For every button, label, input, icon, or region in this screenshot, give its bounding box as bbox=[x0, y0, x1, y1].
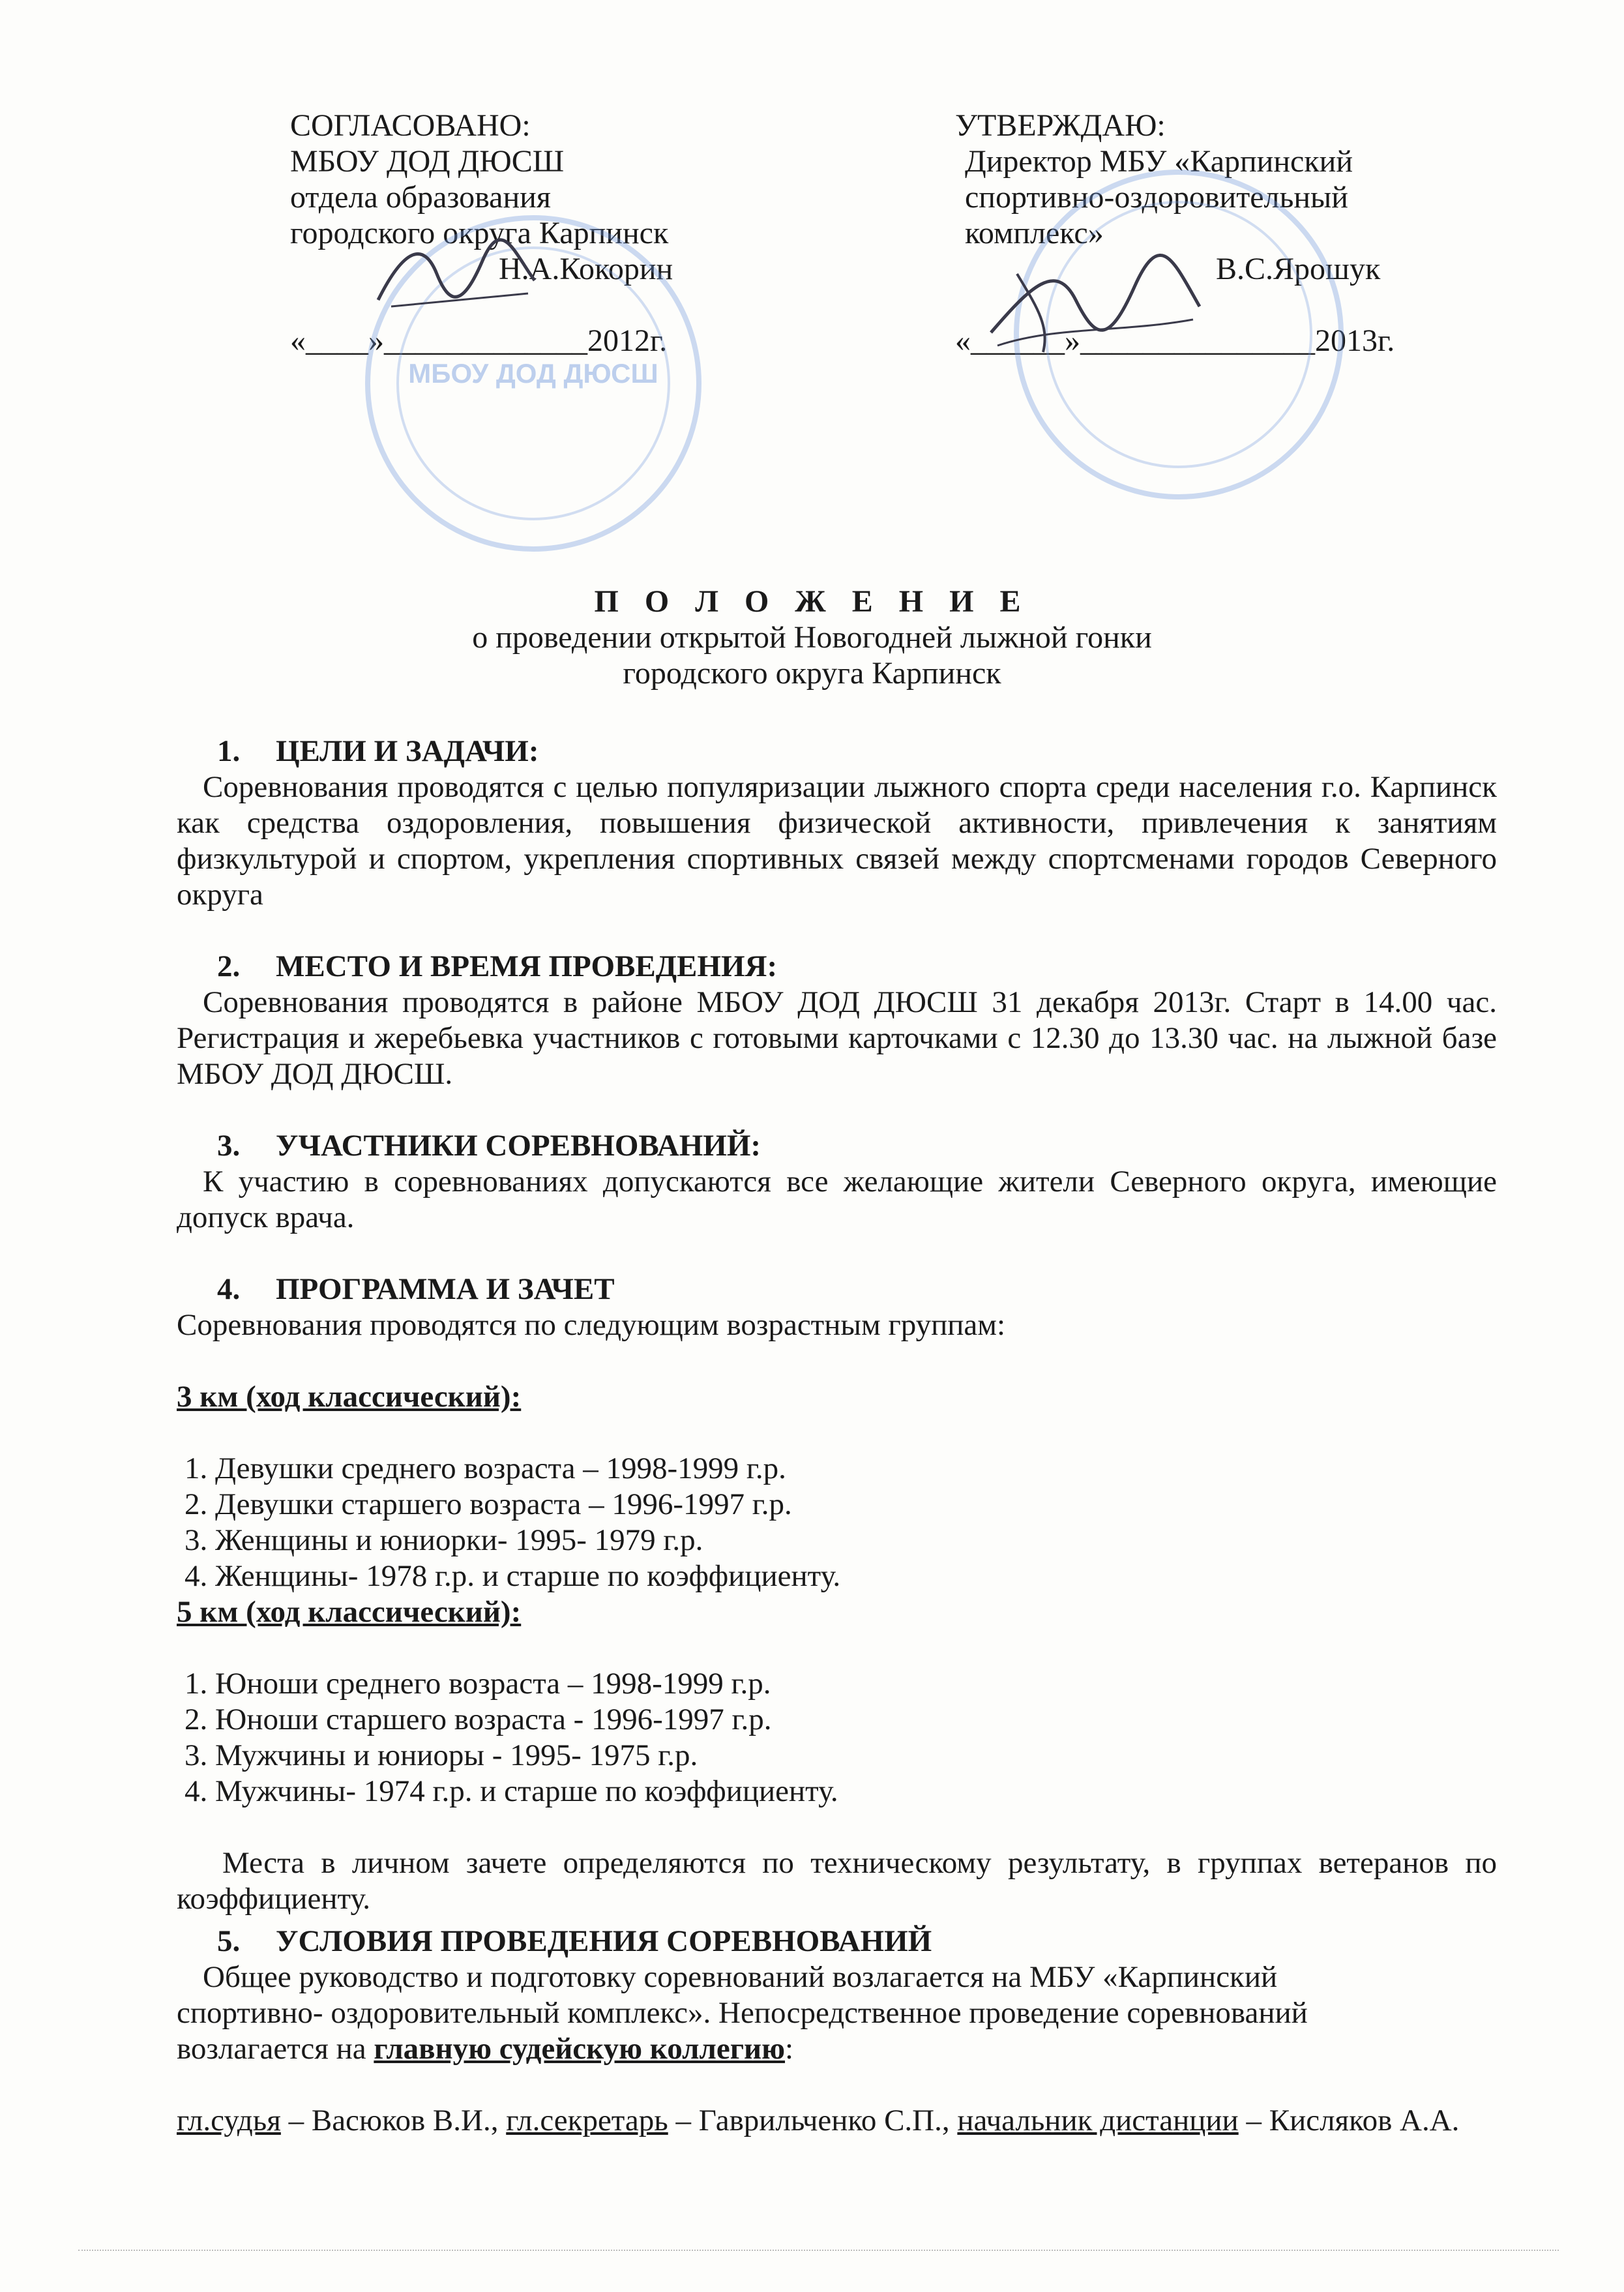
section-participants bbox=[177, 1128, 1497, 1236]
official-name: – Кисляков А.А. bbox=[1238, 2104, 1460, 2137]
judges-panel-link: главную судейскую коллегию bbox=[374, 2032, 786, 2066]
officials-line bbox=[177, 2103, 1497, 2139]
document-subtitle: о проведении открытой Новогодней лыжной гонки bbox=[472, 620, 1152, 655]
approval-left-signer: Н.А.Кокорин bbox=[499, 252, 673, 286]
scoring-note: Места в личном зачете определяются по техническому результату, в группах ветеранов по коэффициенту. bbox=[177, 1846, 1497, 1916]
section-text-end: : bbox=[785, 2032, 794, 2066]
approval-left-date: «____»_____________2012г. bbox=[290, 323, 668, 358]
list-item: 1. Юноши среднего возраста – 1998-1999 г.р. bbox=[185, 1667, 771, 1701]
list-item: 3. Мужчины и юниоры - 1995- 1975 г.р. bbox=[185, 1738, 698, 1772]
section-text bbox=[177, 1959, 1497, 2067]
document-title-block bbox=[0, 584, 1624, 691]
section-text: Соревнования проводятся в районе МБОУ ДОД ДЮСШ 31 декабря 2013г. Старт в 14.00 час. Регистрация и жеребьевка участников с готовыми карточками с 12.30 до 13.30 час. на лыжной базе МБОУ ДОД ДЮСШ. bbox=[177, 985, 1497, 1091]
section-number: 1. bbox=[217, 734, 241, 768]
stamp-left-text: МБОУ ДОД ДЮСШ bbox=[408, 358, 658, 389]
official-role: гл.секретарь bbox=[506, 2104, 668, 2137]
group-5km-title: 5 км (ход классический): bbox=[177, 1595, 522, 1629]
approval-left-dept: отдела образования bbox=[290, 180, 551, 215]
approval-right-heading: УТВЕРЖДАЮ: bbox=[955, 108, 1166, 143]
approval-left-district: городского округа Карпинск bbox=[290, 216, 669, 250]
section-title: МЕСТО И ВРЕМЯ ПРОВЕДЕНИЯ: bbox=[276, 949, 778, 983]
signature-left-image bbox=[365, 235, 548, 320]
section-number: 5. bbox=[217, 1924, 241, 1958]
approval-left-heading: СОГЛАСОВАНО: bbox=[290, 108, 531, 143]
approval-right-title: Директор МБУ «Карпинский bbox=[965, 144, 1353, 179]
section-heading bbox=[177, 1924, 1497, 1959]
list-item: 4. Мужчины- 1974 г.р. и старше по коэффициенту. bbox=[185, 1774, 838, 1808]
group-5km-list bbox=[177, 1666, 1497, 1809]
section-program bbox=[177, 1272, 1497, 1917]
approval-right-org: спортивно-оздоровительный bbox=[965, 180, 1348, 215]
list-item: 1. Девушки среднего возраста – 1998-1999 г.р. bbox=[185, 1451, 786, 1485]
official-name: – Гаврильченко С.П., bbox=[668, 2104, 958, 2137]
section-conditions bbox=[177, 1924, 1497, 2139]
section-title: ПРОГРАММА И ЗАЧЕТ bbox=[276, 1272, 615, 1306]
section-text: Соревнования проводятся с целью популяризации лыжного спорта среди населения г.о. Карпинск как средства оздоровления, повышения физической активности, привлечения к занятиям физкультурой и спортом, укрепления спортивных связей между спортсменами городов Северного округа bbox=[177, 770, 1497, 912]
section-text-main: Общее руководство и подготовку соревнований возлагается на МБУ «Карпинский спортивно- оздоровительный комплекс». Непосредственное проведение соревнований возлагается на bbox=[177, 1960, 1308, 2066]
page-bottom-divider bbox=[78, 2250, 1559, 2251]
section-title: УЧАСТНИКИ СОРЕВНОВАНИЙ: bbox=[276, 1129, 761, 1163]
section-heading bbox=[177, 1128, 1497, 1164]
section-heading bbox=[177, 949, 1497, 985]
document-title: П О Л О Ж Е Н И Е bbox=[594, 584, 1030, 619]
section-text: К участию в соревнованиях допускаются все желающие жители Северного округа, имеющие допуск врача. bbox=[177, 1165, 1497, 1234]
section-number: 3. bbox=[217, 1129, 241, 1163]
list-item: 3. Женщины и юниорки- 1995- 1979 г.р. bbox=[185, 1523, 703, 1557]
official-role: начальник дистанции bbox=[957, 2104, 1239, 2137]
signature-right-image bbox=[978, 248, 1213, 359]
section-heading bbox=[177, 734, 1497, 769]
section-goals bbox=[177, 734, 1497, 913]
section-number: 2. bbox=[217, 949, 241, 983]
approval-left-org: МБОУ ДОД ДЮСШ bbox=[290, 144, 565, 179]
approval-right-date: «______»_______________2013г. bbox=[955, 323, 1395, 358]
group-3km-title: 3 км (ход классический): bbox=[177, 1380, 522, 1414]
list-item: 2. Юноши старшего возраста - 1996-1997 г.р. bbox=[185, 1703, 772, 1736]
approval-right-org-end: комплекс» bbox=[965, 216, 1104, 250]
official-role: гл.судья bbox=[177, 2104, 281, 2137]
list-item: 2. Девушки старшего возраста – 1996-1997 г.р. bbox=[185, 1487, 792, 1521]
section-title: ЦЕЛИ И ЗАДАЧИ: bbox=[276, 734, 539, 768]
document-subtitle-district: городского округа Карпинск bbox=[623, 656, 1001, 691]
section-title: УСЛОВИЯ ПРОВЕДЕНИЯ СОРЕВНОВАНИЙ bbox=[276, 1924, 932, 1958]
program-intro: Соревнования проводятся по следующим возрастным группам: bbox=[177, 1308, 1006, 1342]
section-number: 4. bbox=[217, 1272, 241, 1306]
official-name: – Васюков В.И., bbox=[280, 2104, 507, 2137]
section-place-time bbox=[177, 949, 1497, 1092]
approval-right-signer: В.С.Ярошук bbox=[1216, 252, 1381, 286]
list-item: 4. Женщины- 1978 г.р. и старше по коэффициенту. bbox=[185, 1559, 841, 1593]
group-3km-list bbox=[177, 1451, 1497, 1594]
section-heading bbox=[177, 1272, 1497, 1307]
